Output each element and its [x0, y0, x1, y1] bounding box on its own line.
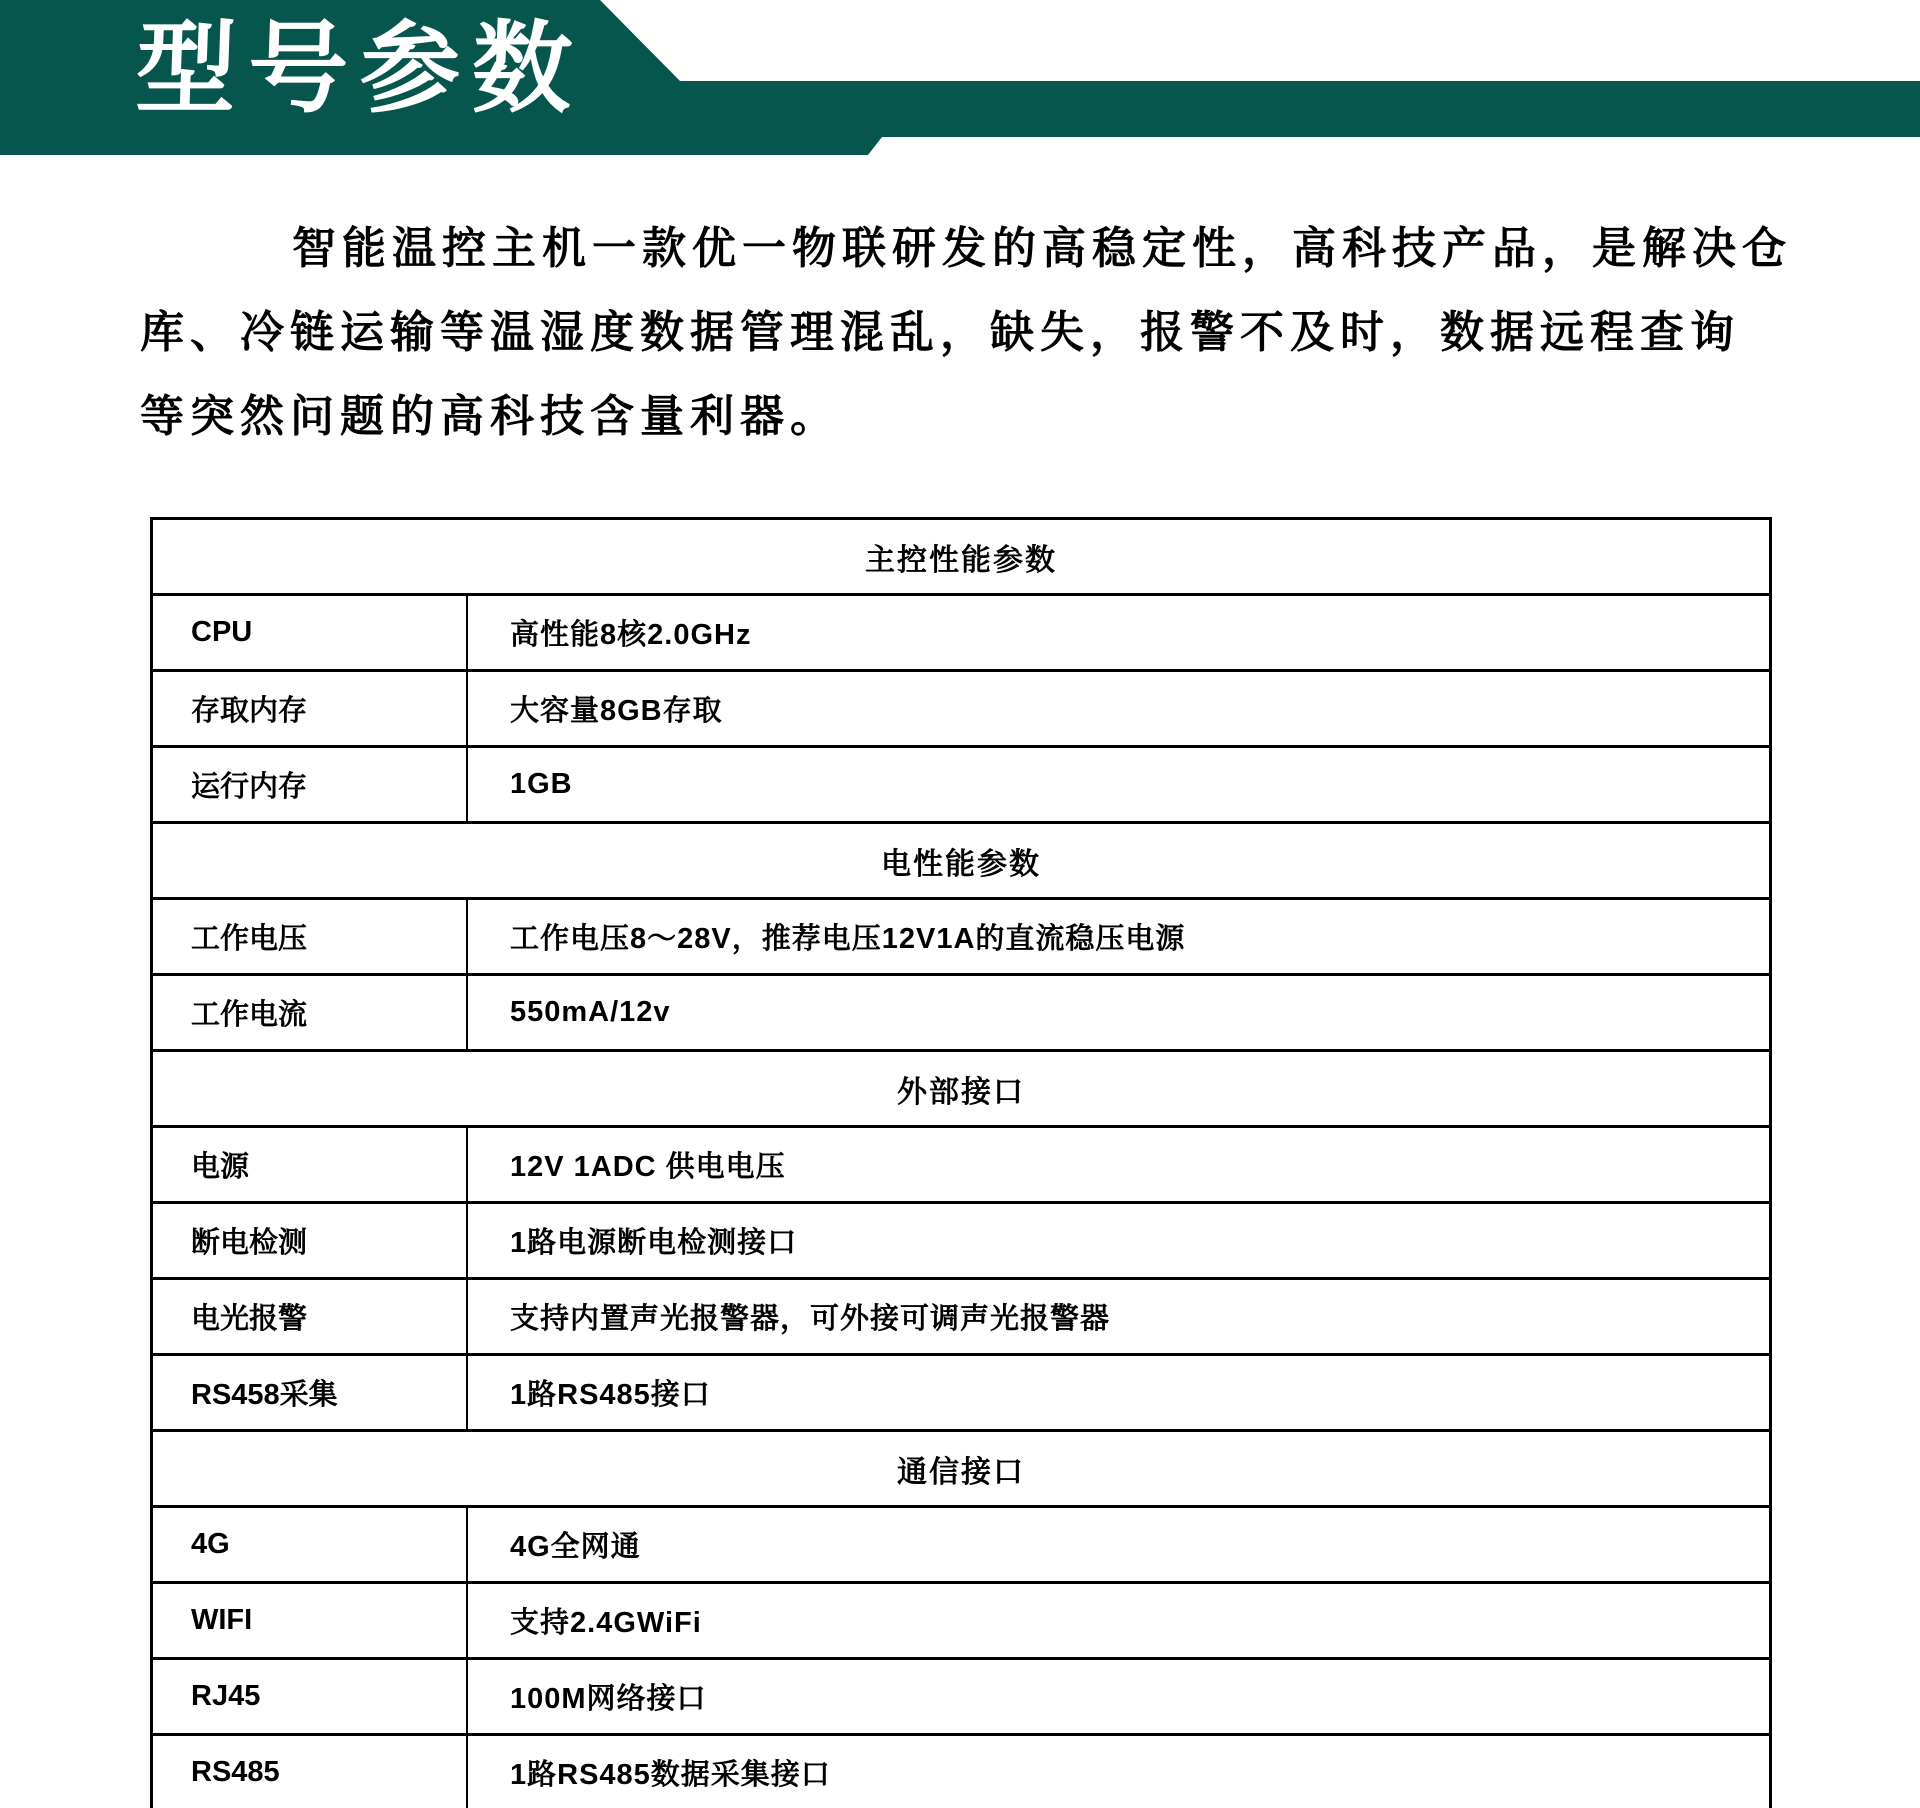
spec-label: RS485: [153, 1736, 468, 1808]
spec-value: 工作电压8～28V，推荐电压12V1A的直流稳压电源: [510, 923, 1186, 955]
table-row: [153, 596, 1769, 672]
spec-value: 1GB: [510, 768, 573, 800]
spec-value: 1路RS485接口: [510, 1379, 711, 1411]
section-title: 通信接口: [897, 1455, 1025, 1489]
spec-label: RS458采集: [153, 1356, 468, 1429]
spec-label: 运行内存: [153, 748, 468, 821]
table-row: [153, 900, 1769, 976]
spec-label: 4G: [153, 1508, 468, 1581]
table-row: [153, 976, 1769, 1052]
table-row: [153, 748, 1769, 824]
intro-line: 智能温控主机一款优一物联研发的高稳定性，高科技产品，是解决仓: [292, 224, 1792, 273]
spec-value: 大容量8GB存取: [510, 695, 723, 727]
table-row: [153, 1508, 1769, 1584]
spec-value: 1路电源断电检测接口: [510, 1227, 798, 1259]
section-title: 电性能参数: [881, 847, 1041, 881]
spec-label: CPU: [153, 596, 468, 669]
spec-value: 高性能8核2.0GHz: [510, 619, 752, 651]
spec-value: 1路RS485数据采集接口: [510, 1759, 831, 1791]
page-title: 型号参数: [134, 13, 586, 125]
section-title: 外部接口: [897, 1075, 1025, 1109]
spec-label: 断电检测: [153, 1204, 468, 1277]
table-row: [153, 1660, 1769, 1736]
spec-value: 100M网络接口: [510, 1683, 707, 1715]
table-section-header: [153, 1052, 1769, 1128]
spec-label: 存取内存: [153, 672, 468, 745]
spec-value: 支持内置声光报警器，可外接可调声光报警器: [510, 1303, 1111, 1335]
table-section-header: [153, 520, 1769, 596]
section-title: 主控性能参数: [865, 543, 1057, 577]
spec-value: 12V 1ADC 供电电压: [510, 1151, 786, 1183]
spec-label: 电光报警: [153, 1280, 468, 1353]
spec-value: 4G全网通: [510, 1531, 641, 1563]
intro-line: 等突然问题的高科技含量利器。: [140, 392, 840, 441]
table-row: [153, 1356, 1769, 1432]
table-row: [153, 1128, 1769, 1204]
spec-label: RJ45: [153, 1660, 468, 1733]
table-row: [153, 672, 1769, 748]
table-section-header: [153, 824, 1769, 900]
table-row: [153, 1584, 1769, 1660]
spec-value: 支持2.4GWiFi: [510, 1607, 702, 1639]
table-row: [153, 1204, 1769, 1280]
intro-line: 库、冷链运输等温湿度数据管理混乱，缺失，报警不及时，数据远程查询: [140, 308, 1740, 357]
spec-label: 电源: [153, 1128, 468, 1201]
table-row: [153, 1280, 1769, 1356]
intro-paragraph: [140, 207, 1792, 459]
spec-label: 工作电压: [153, 900, 468, 973]
spec-label: WIFI: [153, 1584, 468, 1657]
table-section-header: [153, 1432, 1769, 1508]
spec-label: 工作电流: [153, 976, 468, 1049]
spec-value: 550mA/12v: [510, 996, 671, 1028]
spec-table: [150, 517, 1772, 1808]
table-row: [153, 1736, 1769, 1808]
